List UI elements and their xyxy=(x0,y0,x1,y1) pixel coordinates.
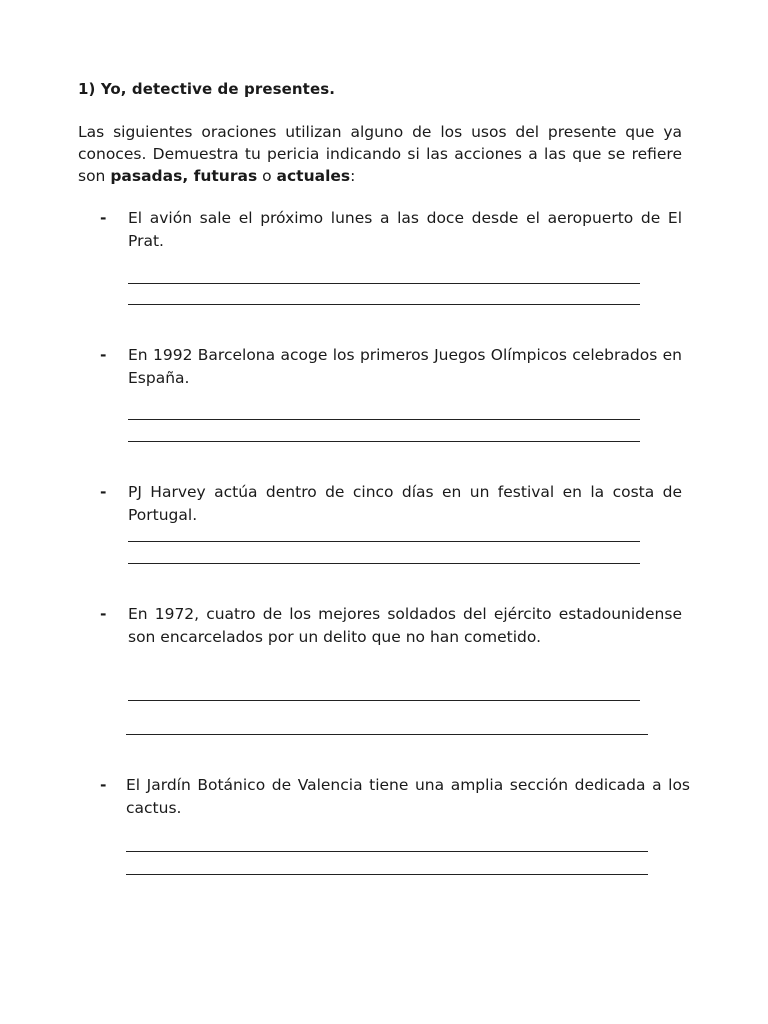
answer-line[interactable] xyxy=(128,304,640,305)
item-sentence: En 1992 Barcelona acoge los primeros Juegos Olímpicos celebrados en España. xyxy=(128,346,682,387)
exercise-title: 1) Yo, detective de presentes. xyxy=(78,80,336,98)
bullet-dash: - xyxy=(100,605,107,623)
bullet-dash: - xyxy=(100,776,107,794)
bullet-dash: - xyxy=(100,346,107,364)
instructions-colon: : xyxy=(350,167,356,185)
answer-line[interactable] xyxy=(128,700,640,701)
item-sentence: PJ Harvey actúa dentro de cinco días en un festival en la costa de Portugal. xyxy=(128,483,682,524)
answer-line[interactable] xyxy=(128,283,640,284)
instructions-bold-current: actuales xyxy=(276,167,351,185)
instructions-text: Las siguientes oraciones utilizan alguno de los usos del presente que ya conoces. Demuestra tu pericia indicando si las acciones a las que se refiere son xyxy=(78,123,682,185)
answer-line[interactable] xyxy=(126,851,648,852)
instructions-connector: o xyxy=(257,167,277,185)
item-sentence: En 1972, cuatro de los mejores soldados del ejército estadounidense son encarcelados por un delito que no han cometido. xyxy=(128,605,682,646)
answer-line[interactable] xyxy=(128,419,640,420)
answer-line[interactable] xyxy=(128,563,640,564)
bullet-dash: - xyxy=(100,209,107,227)
instructions-bold-past-future: pasadas, futuras xyxy=(110,167,258,185)
exercise-instructions xyxy=(78,121,682,187)
answer-line[interactable] xyxy=(128,441,640,442)
answer-line[interactable] xyxy=(128,541,640,542)
item-sentence: El avión sale el próximo lunes a las doce desde el aeropuerto de El Prat. xyxy=(128,209,682,250)
answer-line[interactable] xyxy=(126,734,648,735)
answer-line[interactable] xyxy=(126,874,648,875)
item-sentence: El Jardín Botánico de Valencia tiene una amplia sección dedicada a los cactus. xyxy=(126,776,690,817)
bullet-dash: - xyxy=(100,483,107,501)
